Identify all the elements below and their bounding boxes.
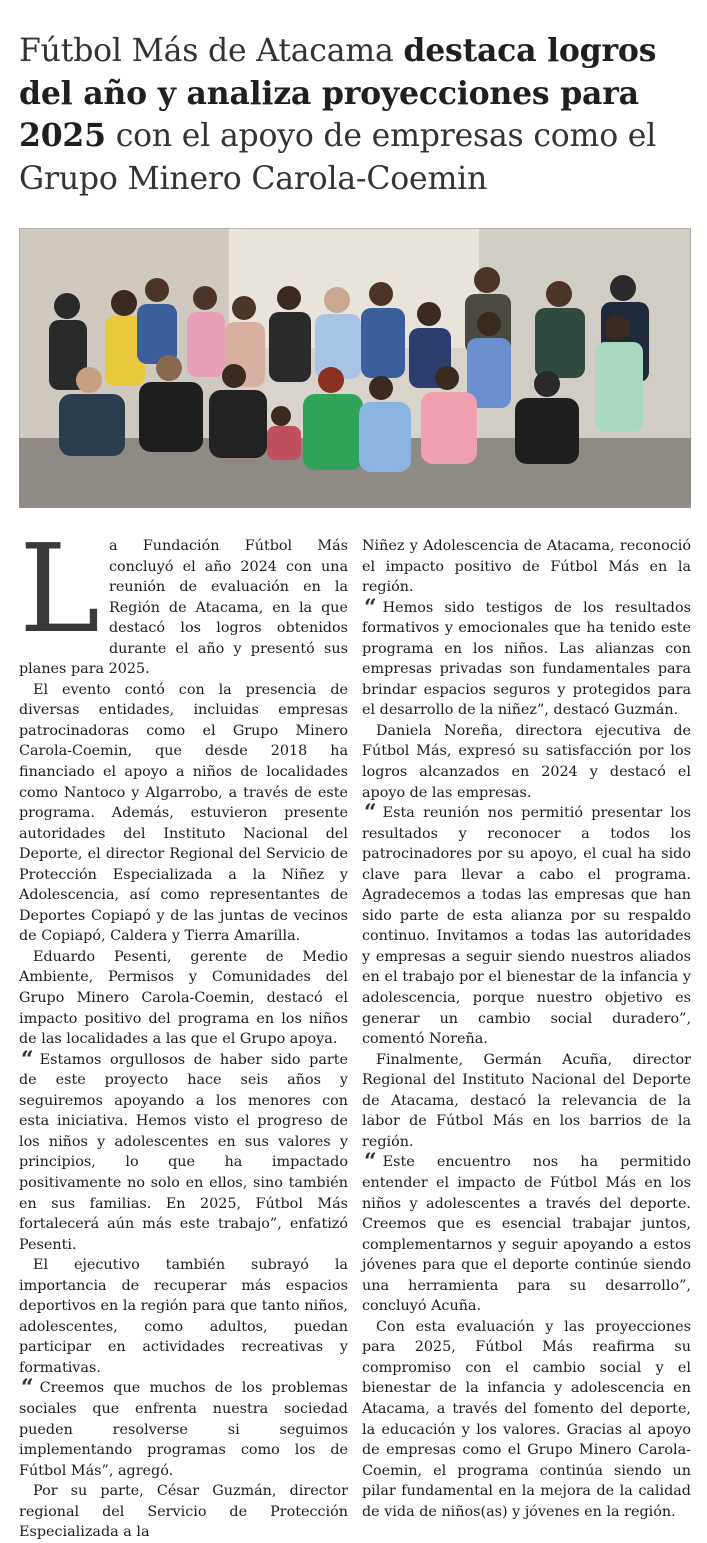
quote-text: Estamos orgullosos de haber sido parte de este proyecto hace seis años y seguiremos apoyando a los menores con esta iniciativa. Hemos visto el progreso de los niños y adolescentes en sus valores y principios, lo que ha impactado positivamente no solo en ellos, sino también en sus familias. En 2025, Fútbol Más fortalecerá aún más este trabajo”, enfatizó Pesenti. xyxy=(19,1051,348,1253)
paragraph: Eduardo Pesenti, gerente de Medio Ambiente, Permisos y Comunidades del Grupo Minero Carola-Coemin, destacó el impacto positivo del programa en los niños de las localidades a las que el Grupo apoya. xyxy=(19,948,348,1048)
quote-mark-icon: “ xyxy=(364,1149,377,1176)
article-headline xyxy=(19,30,699,200)
quote-paragraph xyxy=(362,594,691,721)
quote-mark-icon: “ xyxy=(21,1375,34,1402)
paragraph: El ejecutivo también subrayó la importancia de recuperar más espacios deportivos en la región para que tanto niños, adolescentes, como adultos, puedan participar en actividades recreativas y formativas. xyxy=(19,1257,348,1376)
paragraph: Finalmente, Germán Acuña, director Regional del Instituto Nacional del Deporte de Atacama, destacó la relevancia de la labor de Fútbol Más en los barrios de la región. xyxy=(362,1051,691,1150)
quote-text: Hemos sido testigos de los resultados formativos y emocionales que ha tenido este programa en los niños. Las alianzas con empresas privadas son fundamentales para brindar espacios seguros y protegidos para el desarrollo de la niñez”, destacó Guzmán. xyxy=(362,599,691,719)
right-column xyxy=(362,536,691,1522)
left-column xyxy=(19,518,348,1543)
paragraph: El evento contó con la presencia de diversas entidades, incluidas empresas patrocinadoras como el Grupo Minero Carola-Coemin, que desde 2018 ha financiado el apoyo a niños de localidades como Nantoco y Algarrobo, a través de este programa. Además, estuvieron presente autoridades del Instituto Nacional del Deporte, el director Regional del Servicio de Protección Especializada a la Niñez y Adolescencia, así como representantes de Deportes Copiapó y de las juntas de vecinos de Copiapó, Caldera y Tierra Amarilla. xyxy=(19,681,348,945)
headline-part-bold: destaca logros del año y analiza proyecciones para 2025 xyxy=(19,32,657,154)
quote-paragraph xyxy=(362,800,691,1050)
paragraph: Por su parte, César Guzmán, director regional del Servicio de Protección Especializada a la xyxy=(19,1483,348,1541)
paragraph: Daniela Noreña, directora ejecutiva de Fútbol Más, expresó su satisfacción por los logros alcanzados en 2024 y destacó el apoyo de las empresas. xyxy=(362,722,691,801)
quote-paragraph xyxy=(19,1046,348,1255)
group-photo-illustration xyxy=(19,228,691,508)
drop-cap: L xyxy=(19,518,101,660)
quote-paragraph xyxy=(362,1149,691,1316)
quote-mark-icon: “ xyxy=(364,594,377,621)
quote-text: Este encuentro nos ha permitido entender el impacto de Fútbol Más en los niños y adolescentes a través del deporte. Creemos que es esencial trabajar juntos, complementarnos y seguir apoyando a estos jóvenes para que el deporte continúe siendo una herramienta para su desarrollo”, concluyó Acuña. xyxy=(362,1154,691,1315)
quote-mark-icon: “ xyxy=(364,800,377,827)
quote-mark-icon: “ xyxy=(21,1046,34,1073)
quote-text: Esta reunión nos permitió presentar los resultados y reconocer a todos los patrocinadores por su apoyo, el cual ha sido clave para llevar a cabo el programa. Agradecemos a todas las empresas que han sido parte de esta alianza por su respaldo continuo. Invitamos a todas las autoridades y empresas a seguir siendo nuestros aliados en el trabajo por el bienestar de la infancia y adolescencia, porque nuestro objetivo es generar un cambio social duradero”, comentó Noreña. xyxy=(362,805,691,1048)
headline-part-regular-end: con el apoyo de empresas como el Grupo Minero Carola-Coemin xyxy=(19,118,657,197)
paragraph: Con esta evaluación y las proyecciones para 2025, Fútbol Más reafirma su compromiso con el cambio social y el bienestar de la infancia y adolescencia en Atacama, a través del fomento del deporte, la educación y los valores. Gracias al apoyo de empresas como el Grupo Minero Carola-Coemin, el programa continúa siendo un pilar fundamental en la mejora de la calidad de vida de niños(as) y jóvenes en la región. xyxy=(362,1318,691,1520)
lead-paragraph: a Fundación Fútbol Más concluyó el año 2024 con una reunión de evaluación en la Región de Atacama, en la que destacó los logros obtenidos durante el año y presentó sus planes para 2025. xyxy=(19,538,348,678)
continued-paragraph: Niñez y Adolescencia de Atacama, reconoció el impacto positivo de Fútbol Más en la región. xyxy=(362,538,691,596)
headline-part-regular: Fútbol Más de Atacama xyxy=(19,33,394,69)
quote-text: Creemos que muchos de los problemas sociales que enfrenta nuestra sociedad pueden resolverse si seguimos implementando programas como los de Fútbol Más”, agregó. xyxy=(19,1380,348,1479)
quote-paragraph xyxy=(19,1375,348,1481)
group-photo xyxy=(19,228,691,508)
